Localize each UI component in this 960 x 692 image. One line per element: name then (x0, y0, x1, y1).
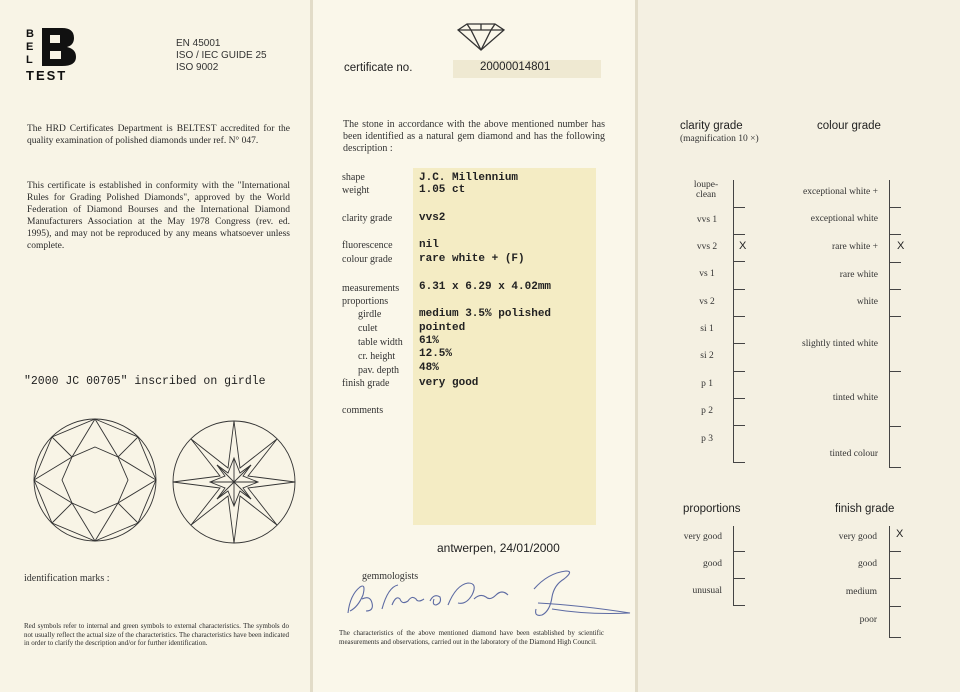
clarity-grade-item: vvs 1 (696, 215, 718, 225)
clarity-grade-item: vs 1 (699, 269, 715, 279)
crown-diagram (30, 415, 160, 545)
symbols-footnote: Red symbols refer to internal and green symbols to external characteristics. The symbols do not usually reflect the actual size of the characteristics. The characteristics have been indicated in order to clarify the description and/or for further identification. (24, 622, 289, 647)
proportions-label: proportions (342, 296, 389, 307)
colour-tick (889, 426, 901, 427)
table-width-value: 61% (419, 335, 439, 347)
conformity-text: This certificate is established in conformity with the "International Rules for Grading Polished Diamonds", approved by the World Federation of Diamond Bourses and the International Diamond Manufacturers Association at the May 1978 Congress (rev. ed. 1995), and may not be reproduced by any means whatsoever unless complete. (27, 181, 290, 251)
clarity-tick (733, 289, 745, 290)
finish-tick (889, 578, 901, 579)
crown-height-label: cr. height (358, 351, 396, 362)
logo-letter: L (26, 54, 33, 66)
proportions-tick (733, 605, 745, 606)
finish-scale-line (889, 526, 890, 638)
colour-grade-item: rare white (839, 270, 878, 280)
proportions-grade-item: unusual (692, 586, 722, 596)
girdle-value: medium 3.5% polished (419, 308, 552, 320)
shape-label: shape (342, 172, 365, 183)
logo-word: TEST (26, 68, 68, 83)
standard-item: ISO 9002 (176, 62, 219, 73)
culet-label: culet (358, 323, 378, 334)
finish-tick (889, 606, 901, 607)
colour-tick (889, 371, 901, 372)
clarity-tick (733, 207, 745, 208)
gemmologists-label: gemmologists (362, 571, 419, 582)
finish-grade-item: good (858, 559, 877, 569)
colour-grade-item: tinted colour (829, 449, 878, 459)
colour-scale-line (889, 180, 890, 468)
colour-grade-item: white (856, 297, 878, 307)
clarity-label: clarity grade (342, 213, 393, 224)
finish-selected-mark: X (896, 528, 904, 540)
colour-value: rare white + (F) (419, 253, 525, 265)
place-date: antwerpen, 24/01/2000 (437, 541, 560, 555)
clarity-grade-item: p 1 (701, 379, 713, 389)
colour-grade-title: colour grade (817, 120, 881, 132)
accreditation-text: The HRD Certificates Department is BELTEST accredited for the quality examination of polished diamonds under ref. N° 047. (27, 124, 290, 146)
girdle-label: girdle (358, 309, 382, 320)
logo-b-shape (40, 27, 78, 67)
clarity-selected-mark: X (739, 240, 747, 252)
fluorescence-label: fluorescence (342, 240, 393, 251)
logo-letter: B (26, 28, 34, 40)
clarity-grade-item: loupe-clean (693, 180, 719, 200)
shape-value: J.C. Millennium (419, 172, 519, 184)
clarity-tick (733, 371, 745, 372)
measurements-label: measurements (342, 283, 400, 294)
colour-label: colour grade (342, 254, 393, 265)
colour-grade-item: exceptional white (810, 214, 878, 224)
table-width-label: table width (358, 337, 403, 348)
girdle-inscription: "2000 JC 00705" inscribed on girdle (24, 375, 266, 388)
clarity-value: vvs2 (419, 212, 446, 224)
colour-grade-item: rare white + (832, 242, 878, 252)
pavilion-diagram (170, 418, 298, 546)
crown-height-value: 12.5% (419, 348, 453, 360)
clarity-tick (733, 425, 745, 426)
magnification-note: (magnification 10 ×) (680, 134, 759, 144)
clarity-grade-item: vs 2 (699, 297, 715, 307)
clarity-grade-title: clarity grade (680, 120, 743, 132)
colour-grade-item: slightly tinted white (802, 339, 878, 349)
finish-grade-item: medium (845, 587, 877, 597)
proportions-grade-item: good (703, 559, 722, 569)
finish-tick (889, 637, 901, 638)
proportions-tick (733, 551, 745, 552)
clarity-grade-item: p 2 (701, 406, 713, 416)
clarity-tick (733, 234, 745, 235)
finish-grade-item: poor (859, 615, 877, 625)
colour-selected-mark: X (897, 240, 905, 252)
weight-label: weight (342, 185, 370, 196)
finish-grade-item: very good (838, 532, 877, 542)
clarity-grade-item: si 1 (700, 324, 714, 334)
laboratory-footer: The characteristics of the above mentioned diamond have been established by scientific measurements and observations, carried out in the laboratory of the Diamond High Council. (339, 629, 604, 646)
identification-marks-label: identification marks : (24, 573, 110, 584)
comments-label: comments (342, 405, 384, 416)
certificate-label: certificate no. (344, 62, 413, 74)
pavilion-depth-value: 48% (419, 362, 439, 374)
identification-intro: The stone in accordance with the above mentioned number has been identified as a natural gem diamond and has the following description : (343, 119, 605, 154)
left-panel (0, 0, 310, 692)
standards-list (176, 38, 267, 74)
clarity-grade-item: si 2 (700, 351, 714, 361)
clarity-tick (733, 462, 745, 463)
finish-grade-title: finish grade (835, 503, 895, 515)
fluorescence-value: nil (419, 239, 439, 251)
certificate-number: 20000014801 (480, 61, 551, 73)
clarity-tick (733, 316, 745, 317)
colour-grade-item: exceptional white + (803, 187, 878, 197)
logo-letter: E (26, 41, 34, 53)
finish-value: very good (419, 377, 479, 389)
pavilion-depth-label: pav. depth (358, 365, 400, 376)
proportions-tick (733, 578, 745, 579)
finish-tick (889, 551, 901, 552)
culet-value: pointed (419, 322, 466, 334)
colour-grade-item: tinted white (832, 393, 878, 403)
weight-value: 1.05 ct (419, 184, 466, 196)
colour-tick (889, 467, 901, 468)
clarity-grade-item: p 3 (701, 434, 713, 444)
standard-item: EN 45001 (176, 38, 221, 49)
colour-tick (889, 316, 901, 317)
proportions-grade-item: very good (683, 532, 722, 542)
hrd-logo-icon (455, 22, 507, 52)
finish-label: finish grade (342, 378, 390, 389)
proportions-title: proportions (683, 503, 741, 515)
colour-tick (889, 262, 901, 263)
clarity-grade-item: vvs 2 (696, 242, 718, 252)
colour-tick (889, 289, 901, 290)
colour-tick (889, 234, 901, 235)
clarity-tick (733, 261, 745, 262)
colour-tick (889, 207, 901, 208)
standard-item: ISO / IEC GUIDE 25 (176, 50, 267, 61)
measurements-value: 6.31 x 6.29 x 4.02mm (419, 281, 552, 293)
